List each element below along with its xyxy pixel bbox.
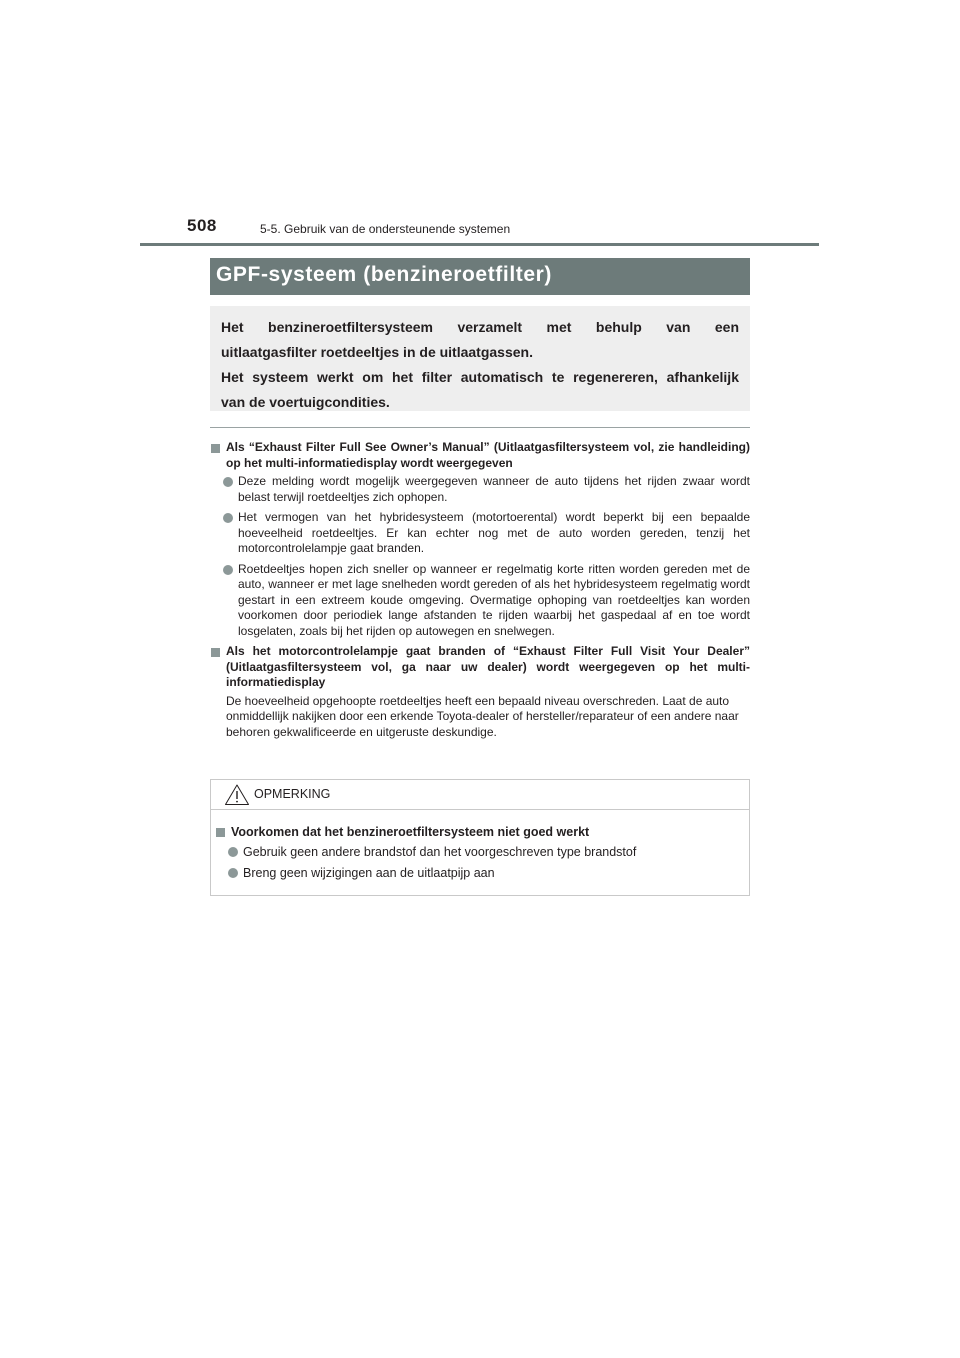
list-item: [215, 844, 749, 860]
header-rule: [140, 243, 819, 246]
section-title: 5-5. Gebruik van de ondersteunende systemen: [260, 222, 511, 236]
list-item: [210, 562, 750, 640]
list-item-text: Roetdeeltjes hopen zich sneller op wanneer er regelmatig korte ritten worden gereden met de auto, wanneer er met lage snelheden wordt gereden of als het hybridesysteem regelmatig wordt gestart in een extreem koude omgeving. Overmatige ophoping van roetdeeltjes kan worden voorkomen door periodiek lange afstanden te rijden waarbij het gaspedaal af en toe wordt losgelaten, zoals bij het rijden op autowegen en snelwegen.: [238, 561, 750, 638]
warning-triangle-icon: [224, 783, 250, 806]
notice-heading-text: Voorkomen dat het benzineroetfiltersysteem niet goed werkt: [231, 825, 590, 839]
notice-body: [211, 810, 749, 881]
intro-line-3: Het systeem werkt om het filter automatisch te regenereren, afhankelijk: [221, 369, 739, 385]
content: [210, 440, 750, 743]
circle-bullet-icon: [228, 868, 238, 878]
section1-heading-text: Als “Exhaust Filter Full See Owner’s Manual” (Uitlaatgasfiltersysteem vol, zie handleiding) op het multi-informatiedisplay wordt weergegeven: [226, 440, 750, 470]
section1-heading: [210, 440, 750, 471]
circle-bullet-icon: [228, 847, 238, 857]
notice-header: [211, 780, 749, 810]
list-item: [210, 510, 750, 557]
intro-box: [210, 306, 750, 411]
section2-text: De hoeveelheid opgehoopte roetdeeltjes heeft een bepaald niveau overschreden. Laat de auto onmiddellijk nakijken door een erkende Toyota-dealer of hersteller/reparateur of een andere naar behoren gekwalificeerde en uitgeruste deskundige.: [226, 693, 739, 739]
list-item: [215, 865, 749, 881]
intro-line-2: uitlaatgasfilter roetdeeltjes in de uitlaatgassen.: [221, 344, 533, 360]
section2-heading-text: Als het motorcontrolelampje gaat branden of “Exhaust Filter Full Visit Your Dealer” (Uitlaatgasfiltersysteem vol, ga naar uw dealer) wordt weergegeven op het multi-informatiedisplay: [226, 644, 750, 689]
page-number: 508: [187, 216, 217, 235]
intro-line-4: van de voertuigcondities.: [221, 394, 390, 410]
square-bullet-icon: [211, 444, 220, 453]
list-item-text: Breng geen wijzigingen aan de uitlaatpijp aan: [243, 866, 495, 880]
square-bullet-icon: [211, 648, 220, 657]
list-item: [210, 474, 750, 505]
notice-box: [210, 779, 750, 896]
intro-line-1: Het benzineroetfiltersysteem verzamelt met behulp van een: [221, 319, 739, 335]
square-bullet-icon: [216, 828, 225, 837]
circle-bullet-icon: [223, 477, 233, 487]
section-divider: [210, 427, 750, 428]
list-item-text: Het vermogen van het hybridesysteem (motortoerental) wordt beperkt bij een bepaalde hoeveelheid roetdeeltjes. Er kan echter nog met de auto worden gereden, tenzij het motorcontrolelampje gaat branden.: [238, 510, 750, 555]
list-item-text: Deze melding wordt mogelijk weergegeven wanneer de auto tijdens het rijden zwaar wordt belast terwijl roetdeeltjes zich ophopen.: [238, 474, 750, 504]
list-item-text: Gebruik geen andere brandstof dan het voorgeschreven type brandstof: [243, 845, 637, 859]
circle-bullet-icon: [223, 513, 233, 523]
section2-heading: [210, 644, 750, 691]
page-title: GPF-systeem (benzineroetfilter): [210, 258, 750, 295]
circle-bullet-icon: [223, 565, 233, 575]
notice-heading: [215, 824, 749, 840]
notice-label: OPMERKING: [254, 787, 331, 801]
